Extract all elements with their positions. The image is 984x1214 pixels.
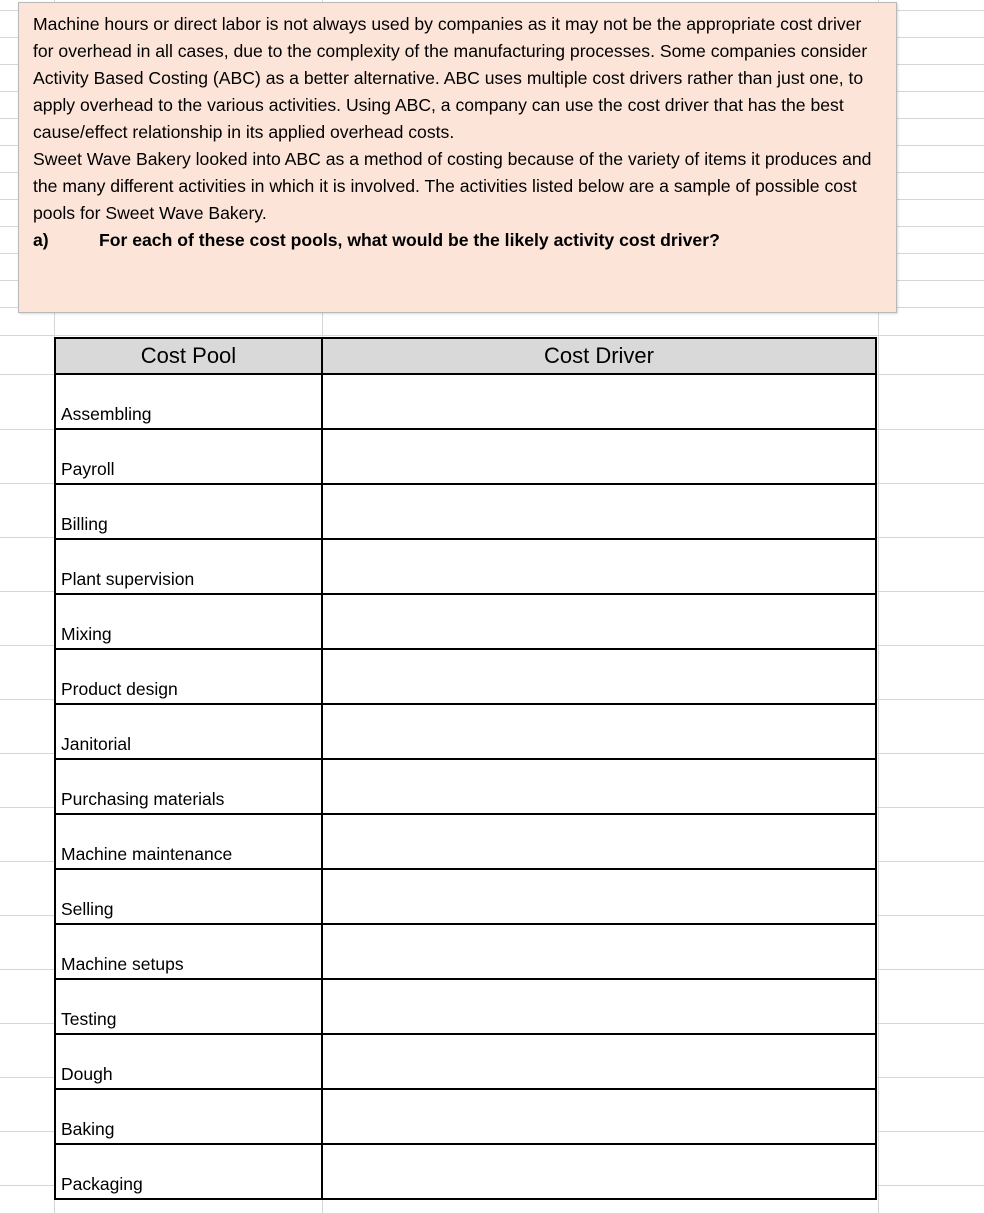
cost-pool-cell[interactable]: Janitorial: [55, 704, 322, 759]
table-row: [55, 649, 876, 704]
cost-pool-header[interactable]: Cost Pool: [55, 338, 322, 374]
cost-driver-cell[interactable]: [322, 1144, 876, 1199]
cost-driver-cell[interactable]: [322, 484, 876, 539]
cost-pool-cell[interactable]: Dough: [55, 1034, 322, 1089]
grid-row-line: [0, 335, 984, 336]
table-row: [55, 374, 876, 429]
table-row: [55, 759, 876, 814]
cost-driver-cell[interactable]: [322, 429, 876, 484]
table-header-row: [55, 338, 876, 374]
table-row: [55, 594, 876, 649]
instruction-text-box[interactable]: [18, 2, 897, 313]
table-row: [55, 1144, 876, 1199]
cost-driver-cell[interactable]: [322, 649, 876, 704]
question-label: a): [33, 230, 49, 250]
cost-pool-cell[interactable]: Mixing: [55, 594, 322, 649]
cost-driver-cell[interactable]: [322, 374, 876, 429]
cost-pool-cell[interactable]: Baking: [55, 1089, 322, 1144]
table-body: [55, 374, 876, 1199]
cost-driver-cell[interactable]: [322, 594, 876, 649]
table-row: [55, 1034, 876, 1089]
cost-pool-cell[interactable]: Assembling: [55, 374, 322, 429]
table-row: [55, 979, 876, 1034]
cost-pool-cell[interactable]: Purchasing materials: [55, 759, 322, 814]
cost-pool-table: [54, 337, 877, 1200]
cost-driver-cell[interactable]: [322, 869, 876, 924]
table-row: [55, 1089, 876, 1144]
cost-driver-header[interactable]: Cost Driver: [322, 338, 876, 374]
cost-pool-cell[interactable]: Machine maintenance: [55, 814, 322, 869]
cost-pool-cell[interactable]: Packaging: [55, 1144, 322, 1199]
cost-driver-cell[interactable]: [322, 979, 876, 1034]
table-row: [55, 869, 876, 924]
cost-pool-cell[interactable]: Selling: [55, 869, 322, 924]
intro-paragraph: Machine hours or direct labor is not always used by companies as it may not be the appropriate cost driver for overhead in all cases, due to the complexity of the manufacturing processes. Some companies consider Activity Based Costing (ABC) as a better alternative. ABC uses multiple cost drivers rather than just one, to apply overhead to the various activities. Using ABC, a company can use the cost driver that has the best cause/effect relationship in its applied overhead costs.: [33, 14, 868, 142]
cost-pool-cell[interactable]: Plant supervision: [55, 539, 322, 594]
cost-driver-cell[interactable]: [322, 924, 876, 979]
table-row: [55, 924, 876, 979]
question-text: For each of these cost pools, what would be the likely activity cost driver?: [99, 230, 720, 250]
cost-pool-cell[interactable]: Machine setups: [55, 924, 322, 979]
bakery-paragraph: Sweet Wave Bakery looked into ABC as a method of costing because of the variety of items it produces and the many different activities in which it is involved. The activities listed below are a sample of possible cost pools for Sweet Wave Bakery.: [33, 149, 872, 223]
cost-driver-cell[interactable]: [322, 704, 876, 759]
table-row: [55, 704, 876, 759]
cost-pool-cell[interactable]: Product design: [55, 649, 322, 704]
table-row: [55, 429, 876, 484]
cost-driver-cell[interactable]: [322, 814, 876, 869]
cost-pool-cell[interactable]: Testing: [55, 979, 322, 1034]
cost-pool-cell[interactable]: Billing: [55, 484, 322, 539]
cost-pool-cell[interactable]: Payroll: [55, 429, 322, 484]
table-row: [55, 814, 876, 869]
question-line: [33, 227, 886, 254]
cost-driver-cell[interactable]: [322, 1089, 876, 1144]
cost-driver-cell[interactable]: [322, 1034, 876, 1089]
table-row: [55, 484, 876, 539]
cost-driver-cell[interactable]: [322, 539, 876, 594]
cost-driver-cell[interactable]: [322, 759, 876, 814]
table-row: [55, 539, 876, 594]
